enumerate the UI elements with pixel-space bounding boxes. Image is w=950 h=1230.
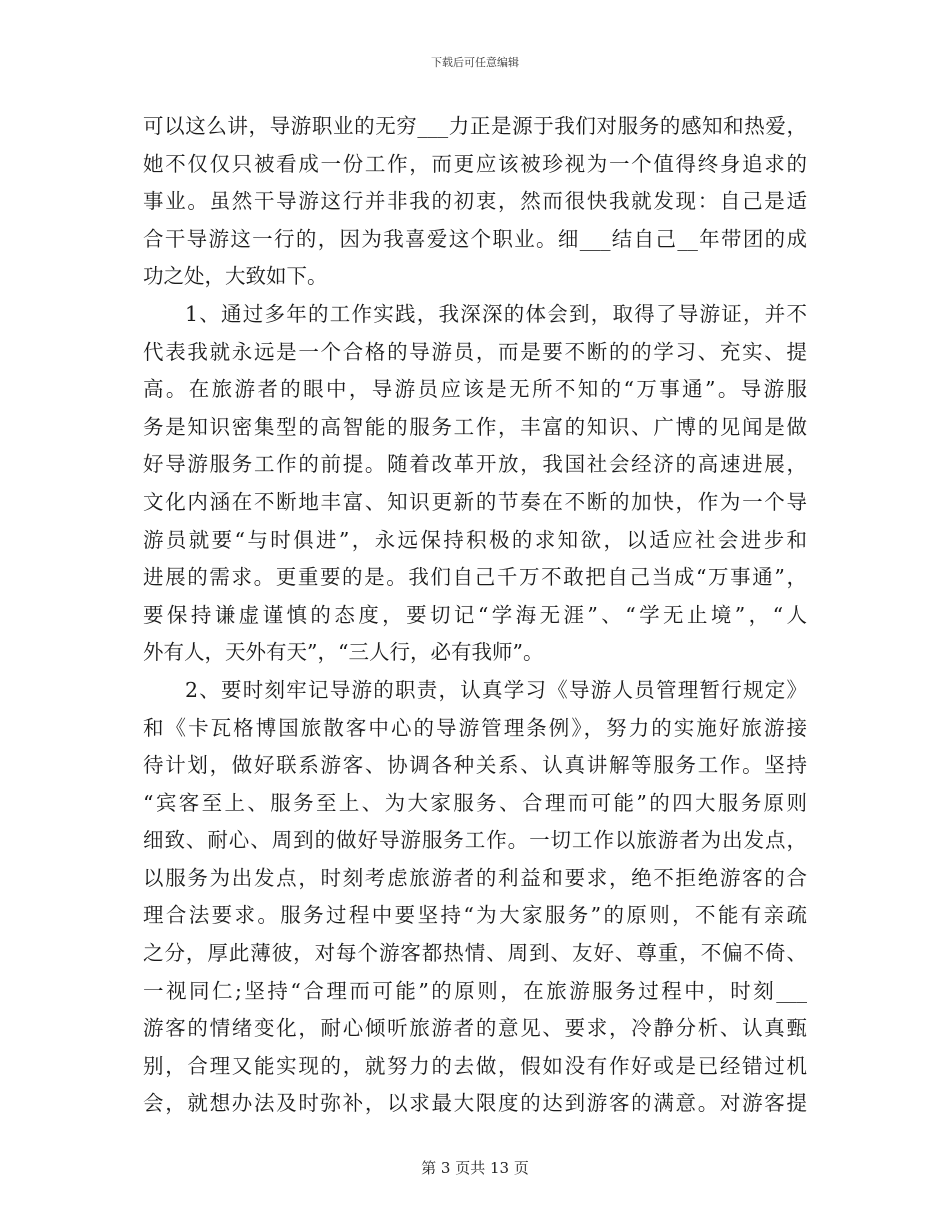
text-line: 高。在旅游者的眼中，导游员应该是无所不知的“万事通”。导游服	[143, 377, 807, 402]
paragraph-3	[143, 672, 807, 1123]
text-line: 合干导游这一行的，因为我喜爱这个职业。细___结自己__年带团的成	[143, 226, 807, 251]
text-line: 她不仅仅只被看成一份工作，而更应该被珍视为一个值得终身追求的	[143, 151, 807, 176]
text-line: 要保持谦虚谨慎的态度，要切记“学海无涯”、“学无止境”，“人	[143, 602, 807, 627]
text-line: 游员就要“与时俱进”，永远保持积极的求知欲，以适应社会进步和	[143, 527, 807, 552]
text-line: 进展的需求。更重要的是。我们自己千万不敢把自己当成“万事通”，	[143, 565, 807, 590]
text-line: 会，就想办法及时弥补，以求最大限度的达到游客的满意。对游客提	[143, 1091, 807, 1116]
text-line: 细致、耐心、周到的做好导游服务工作。一切工作以旅游者为出发点，	[143, 828, 807, 853]
text-line: 一视同仁;坚持“合理而可能”的原则，在旅游服务过程中，时刻___	[143, 978, 807, 1003]
text-line: 2、要时刻牢记导游的职责，认真学习《导游人员管理暂行规定》	[185, 677, 807, 702]
page-number: 第 3 页共 13 页	[421, 1159, 529, 1177]
text-line: 好导游服务工作的前提。随着改革开放，我国社会经济的高速进展，	[143, 452, 807, 477]
text-line: 别，合理又能实现的，就努力的去做，假如没有作好或是已经错过机	[143, 1053, 807, 1078]
text-line: 外有人，天外有天”，“三人行，必有我师”。	[143, 640, 544, 665]
text-line: 待计划，做好联系游客、协调各种关系、认真讲解等服务工作。坚持	[143, 753, 807, 778]
text-line: 文化内涵在不断地丰富、知识更新的节奏在不断的加快，作为一个导	[143, 489, 807, 514]
text-line: 1、通过多年的工作实践，我深深的体会到，取得了导游证，并不	[185, 301, 807, 326]
document-body	[143, 108, 807, 1123]
text-line: “宾客至上、服务至上、为大家服务、合理而可能”的四大服务原则	[143, 790, 807, 815]
text-line: 可以这么讲，导游职业的无穷___力正是源于我们对服务的感知和热爱，	[143, 114, 807, 138]
text-line: 和《卡瓦格博国旅散客中心的导游管理条例》，努力的实施好旅游接	[143, 715, 807, 740]
paragraph-2	[143, 296, 807, 672]
text-line: 理合法要求。服务过程中要坚持“为大家服务”的原则，不能有亲疏	[143, 903, 807, 928]
text-line: 以服务为出发点，时刻考虑旅游者的利益和要求，绝不拒绝游客的合	[143, 865, 807, 890]
text-line: 代表我就永远是一个合格的导游员，而是要不断的的学习、充实、提	[143, 339, 807, 364]
text-line: 之分，厚此薄彼，对每个游客都热情、周到、友好、尊重，不偏不倚、	[143, 941, 807, 966]
page-header-note: 下载后可任意编辑	[431, 56, 519, 69]
paragraph-1	[143, 108, 807, 296]
text-line: 游客的情绪变化，耐心倾听旅游者的意见、要求，冷静分析、认真甄	[143, 1016, 807, 1041]
text-line: 功之处，大致如下。	[143, 264, 328, 289]
text-line: 务是知识密集型的高智能的服务工作，丰富的知识、广博的见闻是做	[143, 414, 807, 439]
text-line: 事业。虽然干导游这行并非我的初衷，然而很快我就发现：自己是适	[143, 189, 807, 214]
